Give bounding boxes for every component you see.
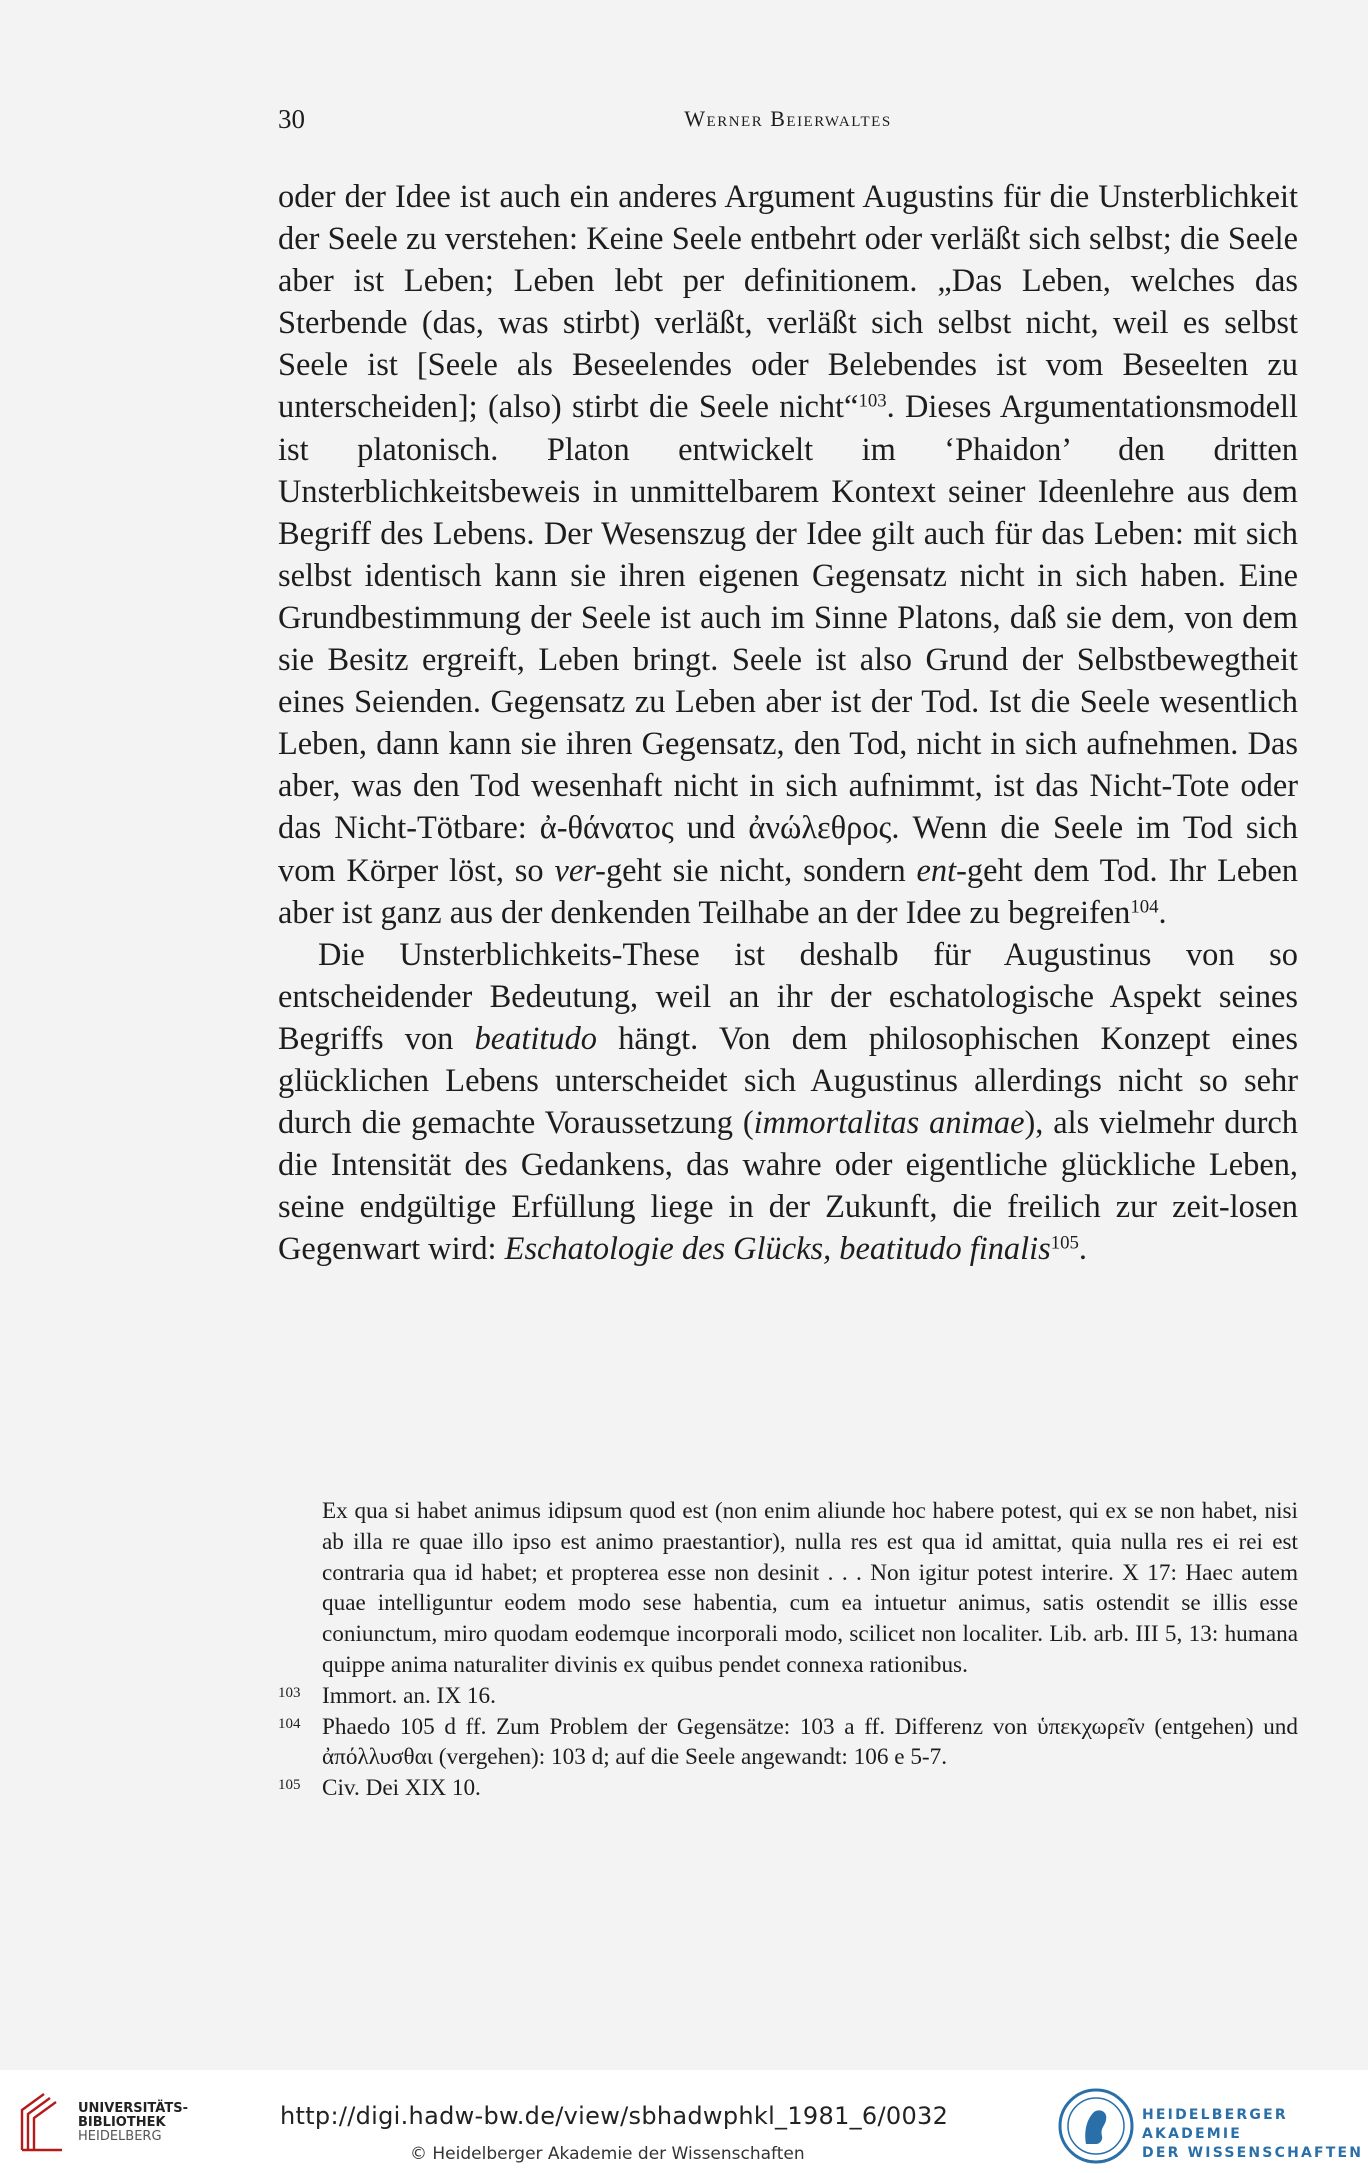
text-run: .	[1078, 1231, 1088, 1268]
copyright-notice: © Heidelberger Akademie der Wissenschaften	[410, 2144, 805, 2164]
emphasis: ver-	[554, 852, 606, 889]
footnote-ref: 103	[858, 391, 887, 413]
text-run: .	[1158, 894, 1167, 931]
university-library-logo-icon[interactable]	[14, 2088, 70, 2154]
text-run: hängt. Von dem philosophischen Konzept eines glücklichen Lebens unterscheidet sich Augustinus allerdings nicht so sehr durch die gemachte Voraussetzung (	[278, 1020, 1298, 1142]
academy-name	[1142, 2106, 1368, 2163]
footnote-ref: 104	[1130, 896, 1159, 918]
footnote-item	[278, 1681, 1298, 1712]
footnote-text: Immort. an. IX 16.	[322, 1682, 496, 1709]
paragraph	[278, 176, 1298, 934]
academy-line: HEIDELBERGER AKADEMIE	[1142, 2107, 1288, 2142]
footnote-continuation: Ex qua si habet animus idipsum quod est (non enim aliunde hoc habere potest, qui ex se non habet, nisi ab illa re quae illo ipso est animo praestantior), nulla res est qua id amittat, quia nulla res ei rei est contraria qua id habet; et propterea esse non desinit . . . Non igitur potest interire. X 17: Haec autem quae intelliguntur eodem modo sese habentia, cum ea intuetur animus, satis ostendit se illis esse coniunctum, miro quodam eodemque incorporali modo, scilicet non localiter. Lib. arb. III 5, 13: humana quippe anima naturaliter divinis ex quibus pendet connexa rationibus.	[322, 1498, 1298, 1678]
page-number: 30	[278, 104, 305, 134]
page-header	[278, 104, 1298, 144]
academy-line: DER WISSENSCHAFTEN	[1142, 2145, 1364, 2161]
permalink-url[interactable]: http://digi.hadw-bw.de/view/sbhadwphkl_1981_6/0032	[280, 2102, 949, 2130]
emphasis: immortalitas animae	[753, 1105, 1025, 1142]
footnote-number: 104	[278, 1715, 301, 1732]
text-run: geht dem Tod. Ihr Leben aber ist ganz aus der denkenden Teilhabe an der Idee zu begreifen	[278, 852, 1298, 931]
paragraph	[278, 934, 1298, 1271]
footnotes	[278, 1496, 1298, 1804]
emphasis: Eschatologie des Glücks, beatitudo finalis	[504, 1231, 1051, 1268]
footnote-number: 103	[278, 1684, 301, 1701]
emphasis: ent-	[916, 852, 967, 889]
main-text	[278, 176, 1298, 1270]
library-line: UNIVERSITÄTS-	[78, 2101, 188, 2116]
footnote-ref: 105	[1050, 1233, 1079, 1255]
text-run: oder der Idee ist auch ein anderes Argument Augustins für die Unsterblichkeit der Seele zu verstehen: Keine Seele entbehrt oder verläßt sich selbst; die Seele aber ist Leben; Leben lebt per definitionem. „Das Leben, welches das Sterbende (das, was stirbt) verläßt, verläßt sich selbst nicht, weil es selbst Seele ist [Seele als Beseelendes oder Belebendes ist vom Beseelten zu unterscheiden]; (also) stirbt die Seele nicht“	[278, 179, 1298, 426]
footnote-item	[278, 1712, 1298, 1774]
footnote-item	[278, 1773, 1298, 1804]
text-run: geht sie nicht, sondern	[605, 852, 917, 889]
footnote-number: 105	[278, 1777, 301, 1794]
footnote-text: Phaedo 105 d ff. Zum Problem der Gegensätze: 103 a ff. Differenz von ὑπεκχωρεῖν (entgehen) und ἀπόλλυσθαι (vergehen): 103 d; auf die Seele angewandt: 106 e 5-7.	[322, 1713, 1298, 1771]
text-run: . Dieses Argumentationsmodell ist platonisch. Platon entwickelt im ‘Phaidon’ den dritten Unsterblichkeitsbeweis in unmittelbarem Kontext seiner Ideenlehre aus dem Begriff des Lebens. Der Wesenszug der Idee gilt auch für das Leben: mit sich selbst identisch kann sie ihren eigenen Gegensatz nicht in sich haben. Eine Grundbestimmung der Seele ist auch im Sinne Platons, daß sie dem, von dem sie Besitz ergreift, Leben bringt. Seele ist also Grund der Selbstbewegtheit eines Seienden. Gegensatz zu Leben aber ist der Tod. Ist die Seele wesentlich Leben, dann kann sie ihren Gegensatz, den Tod, nicht in sich aufnehmen. Das aber, was den Tod wesenhaft nicht in sich aufnimmt, ist das Nicht-Tote oder das Nicht-Tötbare: ἀ-θάνατος und ἀνώλεθρος. Wenn die Seele im Tod sich vom Körper löst, so	[278, 389, 1298, 889]
emphasis: beatitudo	[474, 1020, 597, 1057]
running-head: Werner Beierwaltes	[684, 106, 892, 131]
text-run: Die Unsterblichkeits-These ist deshalb für Augustinus von so entscheidender Bedeutung, weil an ihr der eschatologische Aspekt seines Begriffs von	[278, 936, 1298, 1057]
footnote-text: Civ. Dei XIX 10.	[322, 1775, 481, 1802]
text-run: ), als vielmehr durch die Intensität des Gedankens, das wahre oder eigentliche glückliche Leben, seine endgültige Erfüllung liege in der Zukunft, die freilich zur zeit-losen Gegenwart wird:	[278, 1105, 1298, 1268]
viewer-footer	[0, 2070, 1368, 2173]
university-library-name	[78, 2102, 188, 2144]
library-line: HEIDELBERG	[78, 2129, 162, 2144]
academy-seal-icon[interactable]	[1056, 2086, 1136, 2166]
library-line: BIBLIOTHEK	[78, 2115, 166, 2130]
